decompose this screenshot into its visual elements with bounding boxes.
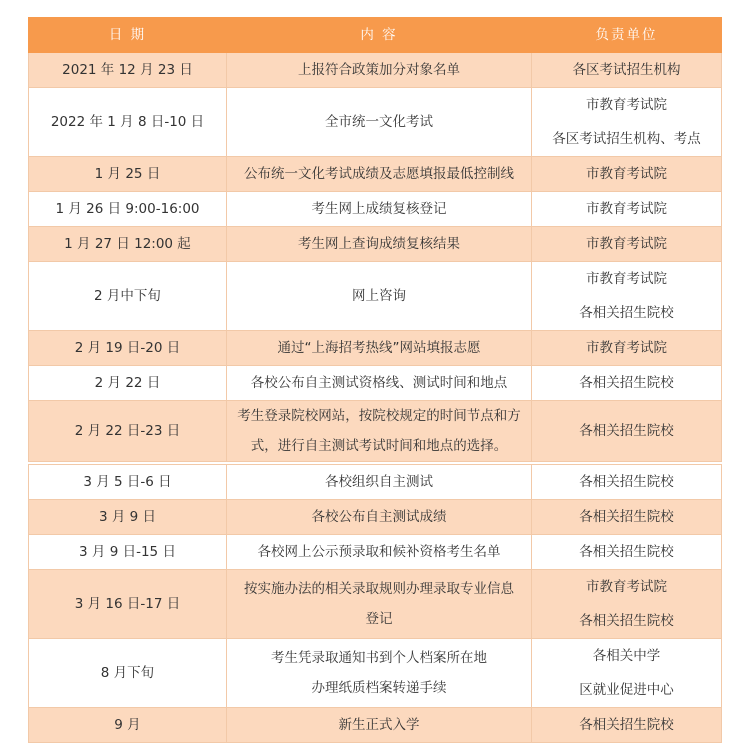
cell-unit-line: 各相关招生院校 — [579, 423, 674, 439]
cell-content-line: 新生正式入学 — [338, 717, 420, 733]
cell-unit-line: 市教育考试院 — [586, 236, 667, 252]
cell-content-line: 网上咨询 — [352, 288, 406, 304]
schedule-table-part1 — [28, 17, 722, 462]
cell-unit-line: 市教育考试院 — [586, 166, 667, 182]
cell-unit — [532, 639, 722, 708]
cell-date: 2021 年 12 月 23 日 — [29, 53, 227, 88]
cell-date: 3 月 5 日-6 日 — [29, 465, 227, 500]
table-row — [29, 331, 722, 366]
cell-date: 1 月 27 日 12:00 起 — [29, 227, 227, 262]
cell-content-line: 通过“上海招考热线”网站填报志愿 — [277, 340, 481, 356]
table-header-row — [29, 18, 722, 53]
cell-content-line: 上报符合政策加分对象名单 — [298, 62, 460, 78]
cell-content-line: 考生网上查询成绩复核结果 — [298, 236, 460, 252]
cell-unit-line: 各区考试招生机构、考点 — [552, 131, 701, 147]
cell-content-line: 考生网上成绩复核登记 — [311, 201, 447, 217]
cell-date: 2 月 22 日 — [29, 366, 227, 401]
cell-unit — [532, 192, 722, 227]
cell-unit-line: 区就业促进中心 — [579, 682, 674, 698]
cell-date: 1 月 26 日 9:00-16:00 — [29, 192, 227, 227]
table-row — [29, 262, 722, 331]
cell-unit — [532, 500, 722, 535]
cell-date: 1 月 25 日 — [29, 157, 227, 192]
cell-content — [227, 570, 532, 639]
header-content: 内 容 — [227, 18, 532, 53]
cell-unit — [532, 227, 722, 262]
table-row — [29, 639, 722, 708]
cell-content — [227, 500, 532, 535]
table-row — [29, 708, 722, 743]
cell-content-line: 各校公布自主测试成绩 — [311, 509, 447, 525]
cell-content — [227, 331, 532, 366]
cell-unit-line: 市教育考试院 — [586, 97, 667, 113]
cell-content — [227, 157, 532, 192]
cell-date: 2022 年 1 月 8 日-10 日 — [29, 88, 227, 157]
cell-content-line: 式，进行自主测试考试时间和地点的选择。 — [250, 438, 508, 454]
cell-unit-line: 市教育考试院 — [586, 579, 667, 595]
cell-content — [227, 708, 532, 743]
cell-content — [227, 53, 532, 88]
cell-unit-line: 各区考试招生机构 — [572, 62, 681, 78]
cell-content-line: 登记 — [365, 611, 393, 627]
table-row — [29, 500, 722, 535]
cell-date: 3 月 9 日 — [29, 500, 227, 535]
cell-date: 3 月 16 日-17 日 — [29, 570, 227, 639]
cell-date: 8 月下旬 — [29, 639, 227, 708]
table-row — [29, 53, 722, 88]
cell-content-line: 按实施办法的相关录取规则办理录取专业信息 — [244, 581, 514, 597]
table-row — [29, 227, 722, 262]
cell-unit-line: 各相关招生院校 — [579, 613, 674, 629]
cell-content — [227, 401, 532, 462]
cell-unit-line: 市教育考试院 — [586, 340, 667, 356]
cell-date: 3 月 9 日-15 日 — [29, 535, 227, 570]
cell-content — [227, 366, 532, 401]
cell-content — [227, 465, 532, 500]
cell-unit — [532, 535, 722, 570]
cell-content — [227, 262, 532, 331]
table-row — [29, 192, 722, 227]
cell-unit — [532, 401, 722, 462]
table-row — [29, 157, 722, 192]
cell-content-line: 各校公布自主测试资格线、测试时间和地点 — [250, 375, 508, 391]
cell-content-line: 全市统一文化考试 — [325, 114, 433, 130]
cell-date: 9 月 — [29, 708, 227, 743]
cell-unit-line: 各相关招生院校 — [579, 544, 674, 560]
cell-unit — [532, 708, 722, 743]
cell-content-line: 考生凭录取通知书到个人档案所在地 — [271, 650, 487, 666]
cell-unit — [532, 53, 722, 88]
cell-content — [227, 88, 532, 157]
cell-unit-line: 各相关中学 — [592, 648, 661, 664]
cell-content — [227, 639, 532, 708]
table-row — [29, 401, 722, 462]
cell-unit — [532, 331, 722, 366]
cell-content — [227, 192, 532, 227]
cell-content-line: 各校网上公示预录取和候补资格考生名单 — [257, 544, 501, 560]
cell-unit — [532, 465, 722, 500]
schedule-table-part2 — [28, 464, 722, 743]
table-row — [29, 570, 722, 639]
cell-unit — [532, 262, 722, 331]
cell-unit-line: 各相关招生院校 — [579, 375, 674, 391]
cell-date: 2 月 22 日-23 日 — [29, 401, 227, 462]
cell-unit-line: 各相关招生院校 — [579, 717, 674, 733]
cell-unit — [532, 88, 722, 157]
cell-unit-line: 各相关招生院校 — [579, 474, 674, 490]
cell-content-line: 公布统一文化考试成绩及志愿填报最低控制线 — [244, 166, 514, 182]
cell-content-line: 办理纸质档案转递手续 — [311, 680, 447, 696]
cell-date: 2 月 19 日-20 日 — [29, 331, 227, 366]
table-row — [29, 88, 722, 157]
table-row — [29, 366, 722, 401]
cell-unit-line: 各相关招生院校 — [579, 305, 674, 321]
cell-unit — [532, 157, 722, 192]
cell-content-line: 考生登录院校网站，按院校规定的时间节点和方 — [237, 408, 521, 424]
table-row — [29, 535, 722, 570]
cell-date: 2 月中下旬 — [29, 262, 227, 331]
table-row — [29, 465, 722, 500]
cell-unit — [532, 366, 722, 401]
cell-unit — [532, 570, 722, 639]
cell-unit-line: 市教育考试院 — [586, 201, 667, 217]
header-date: 日 期 — [29, 18, 227, 53]
cell-unit-line: 市教育考试院 — [586, 271, 667, 287]
cell-content-line: 各校组织自主测试 — [325, 474, 433, 490]
cell-unit-line: 各相关招生院校 — [579, 509, 674, 525]
cell-content — [227, 227, 532, 262]
cell-content — [227, 535, 532, 570]
header-unit: 负责单位 — [532, 18, 722, 53]
